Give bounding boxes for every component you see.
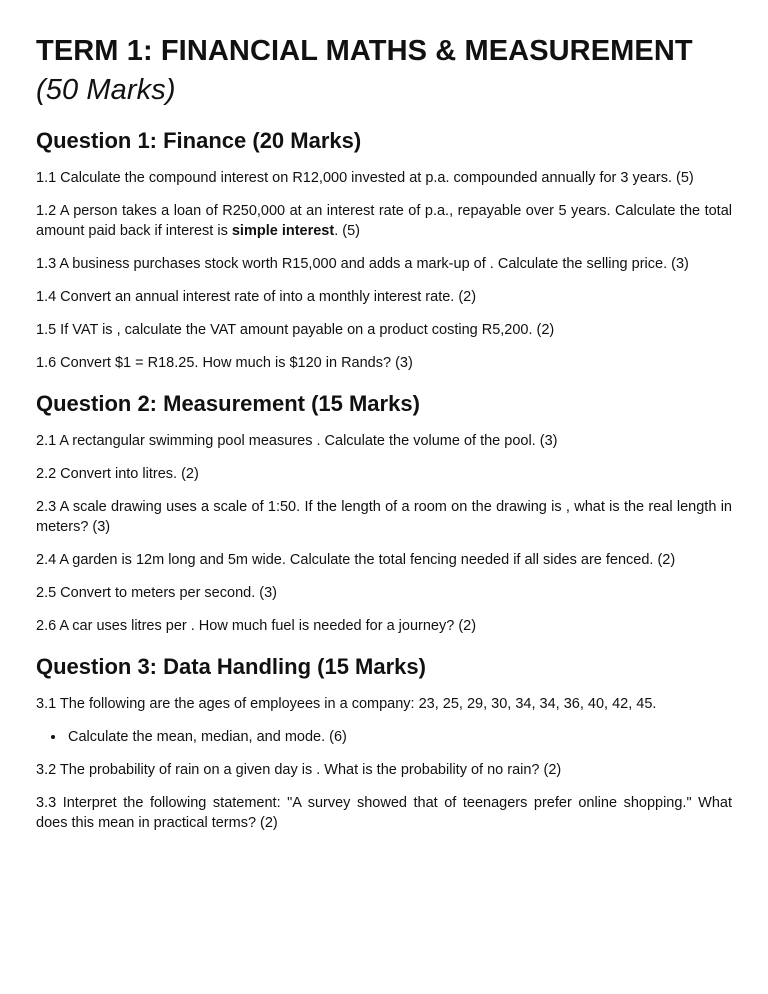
question-1-6: 1.6 Convert $1 = R18.25. How much is $120 in Rands? (3): [36, 355, 413, 371]
question-3-2: 3.2 The probability of rain on a given day is . What is the probability of no rain? (2): [36, 762, 562, 778]
section-heading-finance: Question 1: Finance (20 Marks): [36, 128, 362, 153]
question-3-1: 3.1 The following are the ages of employees in a company: 23, 25, 29, 30, 34, 34, 36, 40, 42, 45.: [36, 696, 657, 712]
question-1-3: 1.3 A business purchases stock worth R15,000 and adds a mark-up of . Calculate the selling price. (3): [36, 256, 689, 272]
question-2-6: 2.6 A car uses litres per . How much fuel is needed for a journey? (2): [36, 618, 477, 634]
title-main: TERM 1: FINANCIAL MATHS & MEASUREMENT: [36, 35, 693, 67]
question-1-2: [36, 201, 732, 241]
question-1-2-text: 1.2 A person takes a loan of R250,000 at an interest rate of p.a., repayable over 5 years. Calculate the total amount paid back if interest is: [36, 203, 732, 239]
question-2-2: 2.2 Convert into litres. (2): [36, 466, 199, 482]
question-2-4: 2.4 A garden is 12m long and 5m wide. Calculate the total fencing needed if all sides are fenced. (2): [36, 552, 676, 568]
bullet-list: [36, 727, 732, 747]
question-2-3: 2.3 A scale drawing uses a scale of 1:50. If the length of a room on the drawing is , what is the real length in meters? (3): [36, 499, 732, 535]
question-1-5: 1.5 If VAT is , calculate the VAT amount payable on a product costing R5,200. (2): [36, 322, 555, 338]
question-2-5: 2.5 Convert to meters per second. (3): [36, 585, 277, 601]
question-1-2-bold: simple interest: [231, 223, 335, 239]
question-1-4: 1.4 Convert an annual interest rate of into a monthly interest rate. (2): [36, 289, 477, 305]
list-item: • Calculate the mean, median, and mode. (6): [66, 727, 732, 747]
question-2-1: 2.1 A rectangular swimming pool measures . Calculate the volume of the pool. (3): [36, 433, 558, 449]
title-marks: (50 Marks): [36, 74, 176, 106]
question-1-2-end: . (5): [334, 223, 360, 239]
section-heading-data-handling: Question 3: Data Handling (15 Marks): [36, 654, 426, 679]
section-heading-measurement: Question 2: Measurement (15 Marks): [36, 391, 420, 416]
page-title: [36, 32, 732, 110]
question-3-3: 3.3 Interpret the following statement: "A survey showed that of teenagers prefer online shopping." What does this mean in practical terms? (2): [36, 795, 732, 831]
question-1-1: 1.1 Calculate the compound interest on R12,000 invested at p.a. compounded annually for 3 years. (5): [36, 170, 694, 186]
